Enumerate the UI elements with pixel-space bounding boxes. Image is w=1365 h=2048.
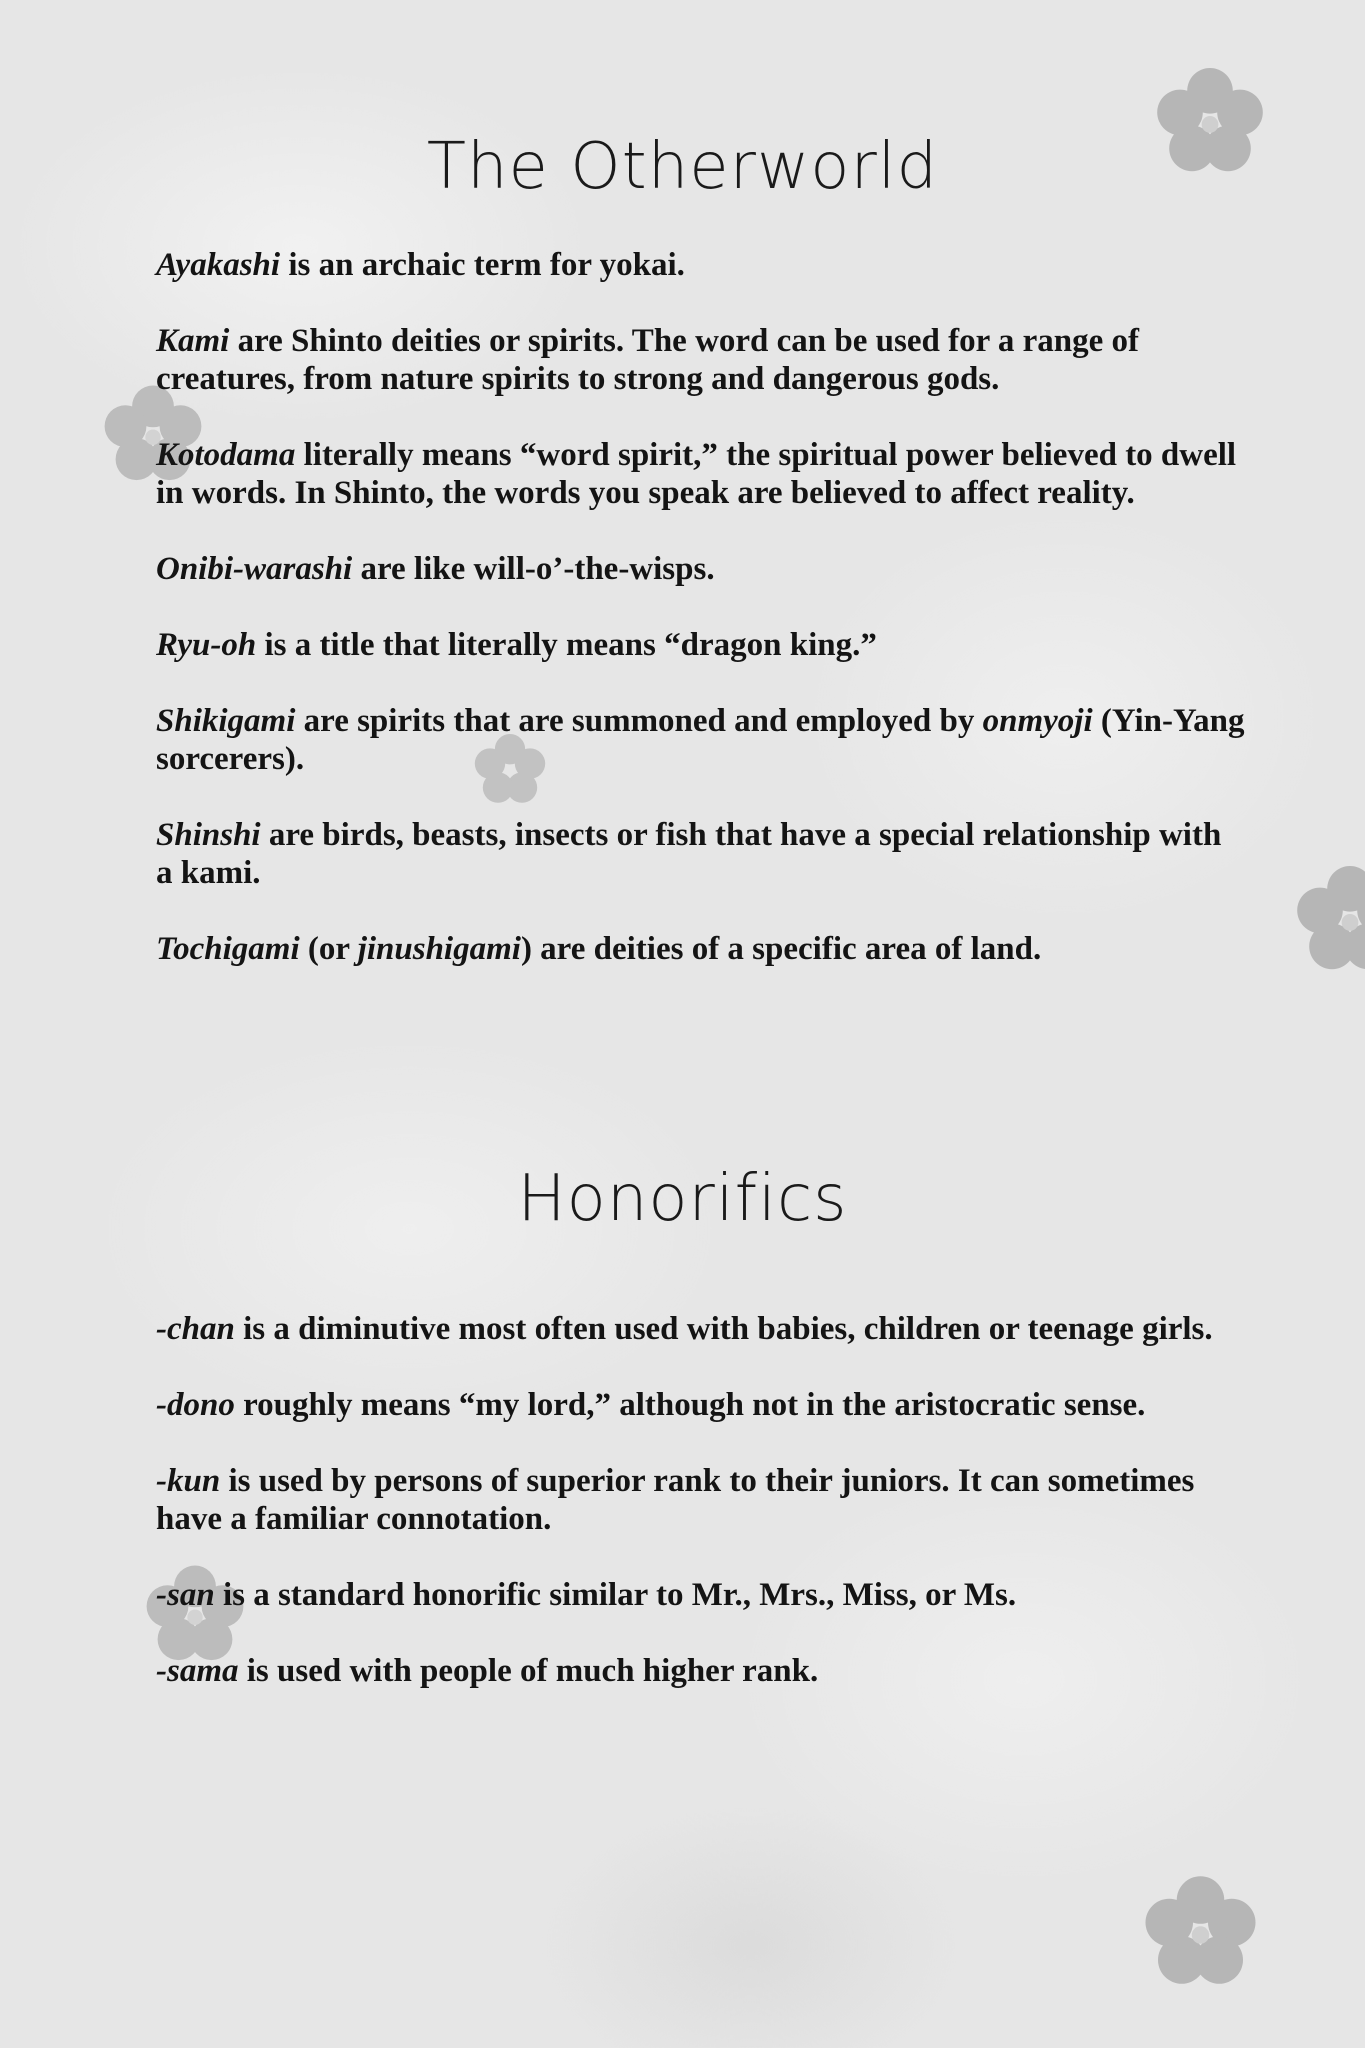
glossary-definition: are like will-o’-the-wisps.	[352, 551, 715, 587]
glossary-term: Kotodama	[156, 437, 296, 473]
glossary-definition: is used with people of much higher rank.	[238, 1653, 819, 1689]
glossary-term: -san	[156, 1577, 215, 1613]
glossary-definition: is an archaic term for yokai.	[280, 247, 685, 283]
glossary-definition: is a diminutive most often used with babies, children or teenage girls.	[234, 1311, 1213, 1347]
glossary-subterm: jinushigami	[357, 931, 521, 967]
glossary-definition: is a title that literally means “dragon king.”	[256, 627, 877, 663]
glossary-entry	[156, 550, 1246, 588]
glossary-entry	[156, 626, 1246, 664]
glossary-definition: are Shinto deities or spirits. The word can be used for a range of creatures, from nature spirits to strong and dangerous gods.	[156, 323, 1140, 397]
otherworld-glossary	[156, 246, 1246, 1006]
glossary-term: -sama	[156, 1653, 239, 1689]
glossary-term: Ayakashi	[156, 247, 281, 283]
glossary-entry	[156, 246, 1246, 284]
honorifics-glossary	[156, 1310, 1246, 1728]
glossary-term: -chan	[156, 1311, 235, 1347]
plum-blossom-icon	[1138, 1870, 1263, 1995]
glossary-definition-end: ) are deities of a specific area of land.	[520, 931, 1042, 967]
glossary-subterm: onmyoji	[982, 703, 1093, 739]
glossary-definition: roughly means “my lord,” although not in the aristocratic sense.	[234, 1387, 1146, 1423]
glossary-entry	[156, 1462, 1246, 1538]
glossary-entry	[156, 322, 1246, 398]
glossary-entry	[156, 1310, 1246, 1348]
glossary-definition: is used by persons of superior rank to their juniors. It can sometimes have a familiar connotation.	[156, 1463, 1195, 1537]
glossary-entry	[156, 1652, 1246, 1690]
glossary-term: Shikigami	[156, 703, 296, 739]
glossary-entry	[156, 930, 1246, 968]
glossary-entry	[156, 436, 1246, 512]
glossary-definition: is a standard honorific similar to Mr., Mrs., Miss, or Ms.	[214, 1577, 1017, 1613]
honorifics-heading: Honorifics	[517, 1162, 848, 1236]
glossary-term: -kun	[156, 1463, 221, 1499]
glossary-entry	[156, 702, 1246, 778]
glossary-definition: are birds, beasts, insects or fish that have a special relationship with a kami.	[156, 817, 1222, 891]
glossary-entry	[156, 1386, 1246, 1424]
otherworld-heading: The Otherworld	[426, 130, 939, 204]
glossary-definition: (or	[299, 931, 358, 967]
glossary-definition: literally means “word spirit,” the spiritual power believed to dwell in words. In Shinto, the words you speak are believed to affect reality.	[156, 437, 1237, 511]
glossary-definition-end: (Yin-Yang sorcerers).	[156, 703, 1245, 777]
glossary-entry	[156, 816, 1246, 892]
glossary-term: Tochigami	[156, 931, 300, 967]
glossary-term: Shinshi	[156, 817, 261, 853]
glossary-entry	[156, 1576, 1246, 1614]
glossary-term: -dono	[156, 1387, 235, 1423]
glossary-definition: are spirits that are summoned and employed by	[295, 703, 983, 739]
plum-blossom-icon	[1290, 860, 1365, 980]
glossary-term: Onibi-warashi	[156, 551, 353, 587]
glossary-term: Kami	[156, 323, 230, 359]
glossary-term: Ryu-oh	[156, 627, 257, 663]
